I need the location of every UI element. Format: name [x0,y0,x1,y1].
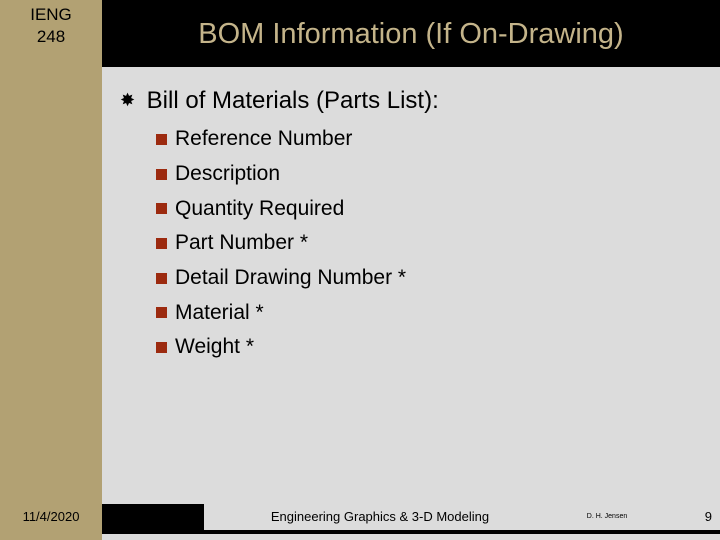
list-item [156,122,406,157]
list-item-text: Detail Drawing Number * [175,266,407,290]
sub-bullet-list [156,122,406,365]
slide-title: BOM Information (If On-Drawing) [198,18,624,50]
square-bullet-icon [156,307,167,318]
list-item-text: Quantity Required [175,196,345,220]
list-item-text: Material * [175,300,264,324]
square-bullet-icon [156,203,167,214]
square-bullet-icon [156,169,167,180]
main-bullet [120,87,439,115]
list-item [156,330,406,365]
list-item [156,226,406,261]
course-number: 248 [36,27,66,46]
list-item [156,261,406,296]
square-bullet-icon [156,273,167,284]
page-number: 9 [704,509,712,524]
list-item-text: Description [175,162,281,186]
target-bullet-icon: ✸ [120,90,136,110]
list-item-text: Reference Number [175,127,353,151]
list-item-text: Weight * [175,335,254,359]
list-item [156,191,406,226]
footer-date: 11/4/2020 [22,509,80,524]
list-item-text: Part Number * [175,231,309,255]
list-item [156,157,406,192]
footer-course-name: Engineering Graphics & 3-D Modeling [270,509,490,524]
footer-author: D. H. Jensen [586,513,628,520]
square-bullet-icon [156,134,167,145]
list-item [156,295,406,330]
square-bullet-icon [156,238,167,249]
square-bullet-icon [156,342,167,353]
main-bullet-text: Bill of Materials (Parts List): [146,87,439,114]
course-code: IENG [30,5,72,24]
